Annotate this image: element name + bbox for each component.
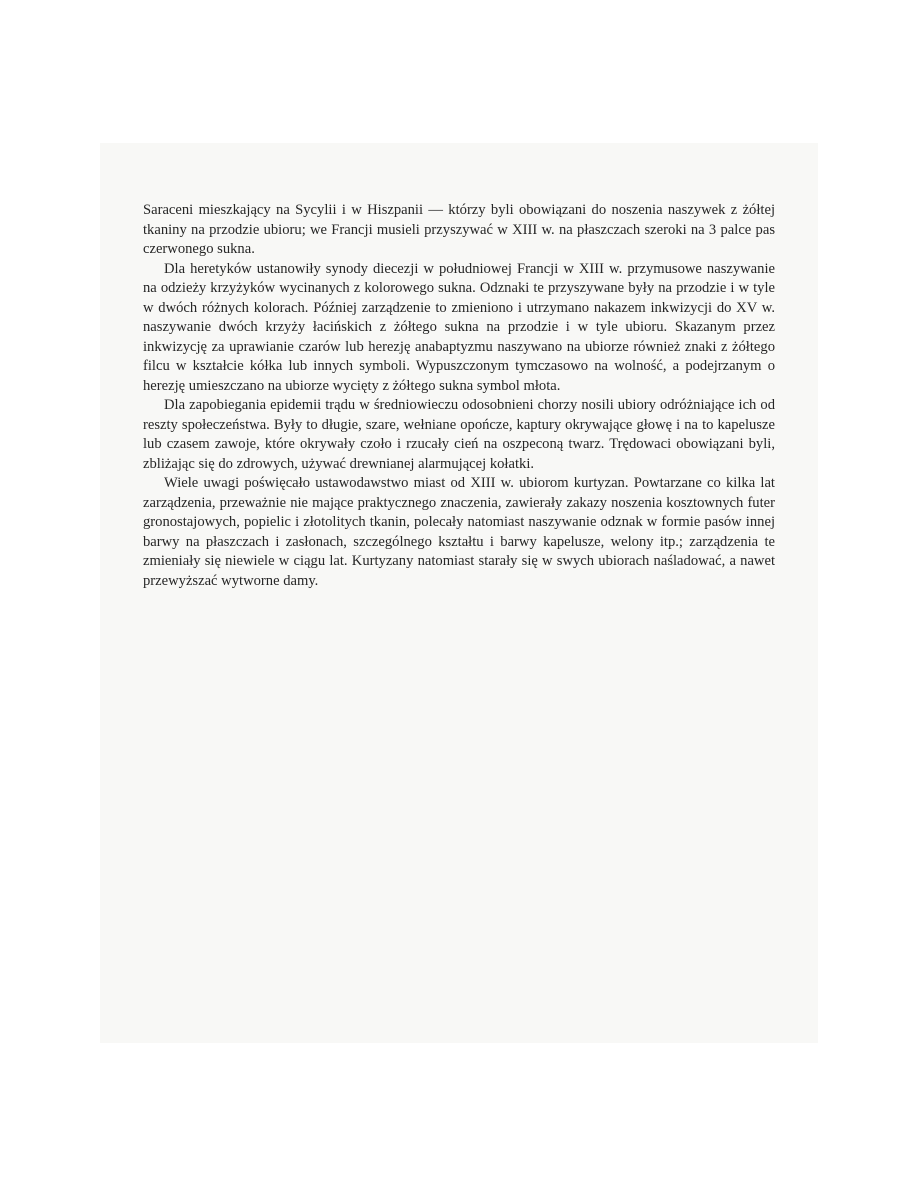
document-page <box>100 143 818 1043</box>
body-text <box>143 201 775 591</box>
paragraph-saraceni: Saraceni mieszkający na Sycylii i w Hiszpanii — którzy byli obowiązani do noszenia naszywek z żółtej tkaniny na przodzie ubioru; we Francji musieli przyszywać w XIII w. na płaszczach szeroki na 3 palce pas czerwonego sukna. <box>143 202 775 257</box>
paragraph-lepers: Dla zapobiegania epidemii trądu w średniowieczu odosobnieni chorzy nosili ubiory odróżniające ich od reszty społeczeństwa. Były to długie, szare, wełniane opończe, kaptury okrywające głowę i na to kapelusze lub czasem zawoje, które okrywały czoło i rzucały cień na oszpeconą twarz. Trędowaci obowiązani byli, zbliżając się do zdrowych, używać drewnianej alarmującej kołatki. <box>143 397 775 472</box>
paragraph-heretics: Dla heretyków ustanowiły synody diecezji w południowej Francji w XIII w. przymusowe naszywanie na odzieży krzyżyków wycinanych z kolorowego sukna. Odznaki te przyszywane były na przodzie i w tyle w dwóch różnych kolorach. Później zarządzenie to zmieniono i utrzymano nakazem inkwizycji do XV w. naszywanie dwóch krzyży łacińskich z żółtego sukna na przodzie i w tyle ubioru. Skazanym przez inkwizycję za uprawianie czarów lub herezję anabaptyzmu naszywano na ubiorze również znaki z żółtego filcu w kształcie kółka lub innych symboli. Wypuszczonym tymczasowo na wolność, a podejrzanym o herezję umieszczano na ubiorze wycięty z żółtego sukna symbol młota. <box>143 260 775 394</box>
paragraph-courtesans: Wiele uwagi poświęcało ustawodawstwo miast od XIII w. ubiorom kurtyzan. Powtarzane co kilka lat zarządzenia, przeważnie nie mające praktycznego znaczenia, zawierały zakazy noszenia kosztownych futer gronostajowych, popielic i złotolitych tkanin, polecały natomiast naszywanie odznak w formie pasów innej barwy na płaszczach i zasłonach, szczególnego kształtu i barwy kapelusze, welony itp.; zarządzenia te zmieniały się niewiele w ciągu lat. Kurtyzany natomiast starały się w swych ubiorach naśladować, a nawet przewyższać wytworne damy. <box>143 475 775 589</box>
